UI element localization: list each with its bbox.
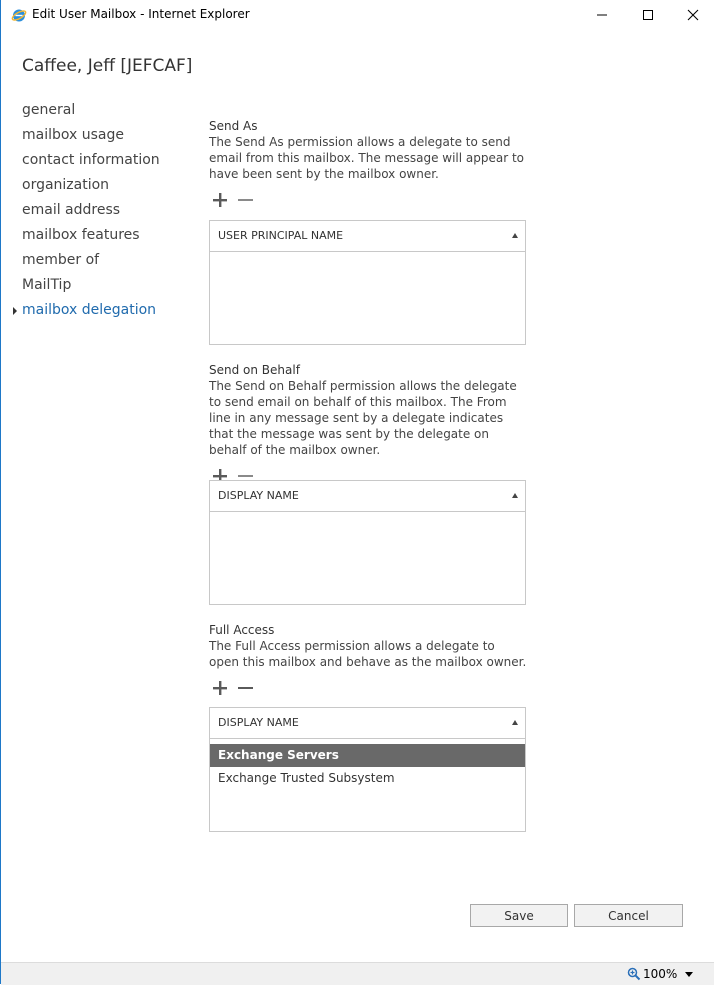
- zoom-level[interactable]: 100%: [643, 967, 678, 981]
- nav-item-general[interactable]: general: [22, 102, 76, 118]
- sort-ascending-icon: [512, 493, 518, 498]
- send-on-behalf-grid: [209, 480, 526, 605]
- nav-item-mailbox-usage[interactable]: mailbox usage: [22, 127, 124, 143]
- close-button[interactable]: [670, 0, 714, 30]
- title-bar: [1, 0, 714, 30]
- nav-item-label: mailbox delegation: [22, 302, 157, 318]
- full-access-section: [209, 622, 529, 785]
- sort-ascending-icon: [512, 233, 518, 238]
- zoom-icon: [627, 967, 641, 981]
- column-header-user-principal-name[interactable]: [210, 221, 525, 252]
- nav-item-member-of[interactable]: member of: [22, 252, 100, 268]
- nav-item-mailbox-delegation[interactable]: [0, 298, 180, 323]
- send-as-title: Send As: [209, 119, 258, 133]
- window-title: Edit User Mailbox - Internet Explorer: [32, 7, 250, 21]
- send-as-add-button[interactable]: [211, 191, 229, 209]
- nav-item-mailtip[interactable]: MailTip: [22, 277, 72, 293]
- full-access-title: Full Access: [209, 623, 275, 637]
- cancel-button[interactable]: Cancel: [574, 904, 683, 927]
- plus-icon: [211, 191, 229, 209]
- full-access-toolbar: [209, 679, 529, 697]
- full-access-remove-button[interactable]: [237, 679, 255, 697]
- table-row[interactable]: Exchange Trusted Subsystem: [218, 771, 395, 785]
- column-header-display-name[interactable]: [210, 708, 525, 739]
- internet-explorer-icon: [11, 7, 27, 23]
- nav-item-organization[interactable]: organization: [22, 177, 110, 193]
- active-caret-icon: [13, 307, 17, 315]
- chevron-down-icon[interactable]: [685, 972, 693, 977]
- mailbox-owner-name: Caffee, Jeff [JEFCAF]: [22, 56, 193, 76]
- sort-ascending-icon: [512, 720, 518, 725]
- minus-icon: [237, 679, 255, 697]
- full-access-add-button[interactable]: [211, 679, 229, 697]
- minimize-button[interactable]: [579, 0, 625, 30]
- save-button[interactable]: Save: [470, 904, 568, 927]
- maximize-icon: [642, 9, 654, 21]
- send-on-behalf-title: Send on Behalf: [209, 363, 300, 377]
- nav-item-email-address[interactable]: email address: [22, 202, 121, 218]
- nav-item-contact-information[interactable]: contact information: [22, 152, 160, 168]
- send-as-description: The Send As permission allows a delegate to send email from this mailbox. The message will appear to have been sent by the mailbox owner.: [209, 135, 525, 181]
- close-icon: [687, 9, 699, 21]
- send-as-toolbar: [209, 191, 529, 209]
- plus-icon: [211, 679, 229, 697]
- full-access-grid-body: [210, 739, 525, 790]
- full-access-grid: [209, 707, 526, 832]
- column-header-label: DISPLAY NAME: [218, 716, 299, 729]
- send-on-behalf-section: [209, 362, 529, 502]
- status-bar: [1, 962, 714, 985]
- send-as-remove-button[interactable]: [237, 191, 255, 209]
- table-row[interactable]: Exchange Servers: [210, 744, 525, 767]
- minus-icon: [237, 191, 255, 209]
- send-as-grid: [209, 220, 526, 345]
- sidebar-nav: [0, 98, 180, 323]
- send-on-behalf-description: The Send on Behalf permission allows the delegate to send email on behalf of this mailbox. The From line in any message sent by a delegate indicates that the message was sent by the delegate on behalf of the mailbox owner.: [209, 379, 517, 457]
- minimize-icon: [596, 9, 608, 21]
- column-header-label: DISPLAY NAME: [218, 489, 299, 502]
- maximize-button[interactable]: [625, 0, 671, 30]
- column-header-display-name[interactable]: [210, 481, 525, 512]
- column-header-label: USER PRINCIPAL NAME: [218, 229, 344, 242]
- full-access-description: The Full Access permission allows a delegate to open this mailbox and behave as the mailbox owner.: [209, 639, 527, 669]
- send-as-section: [209, 118, 529, 242]
- nav-item-mailbox-features[interactable]: mailbox features: [22, 227, 140, 243]
